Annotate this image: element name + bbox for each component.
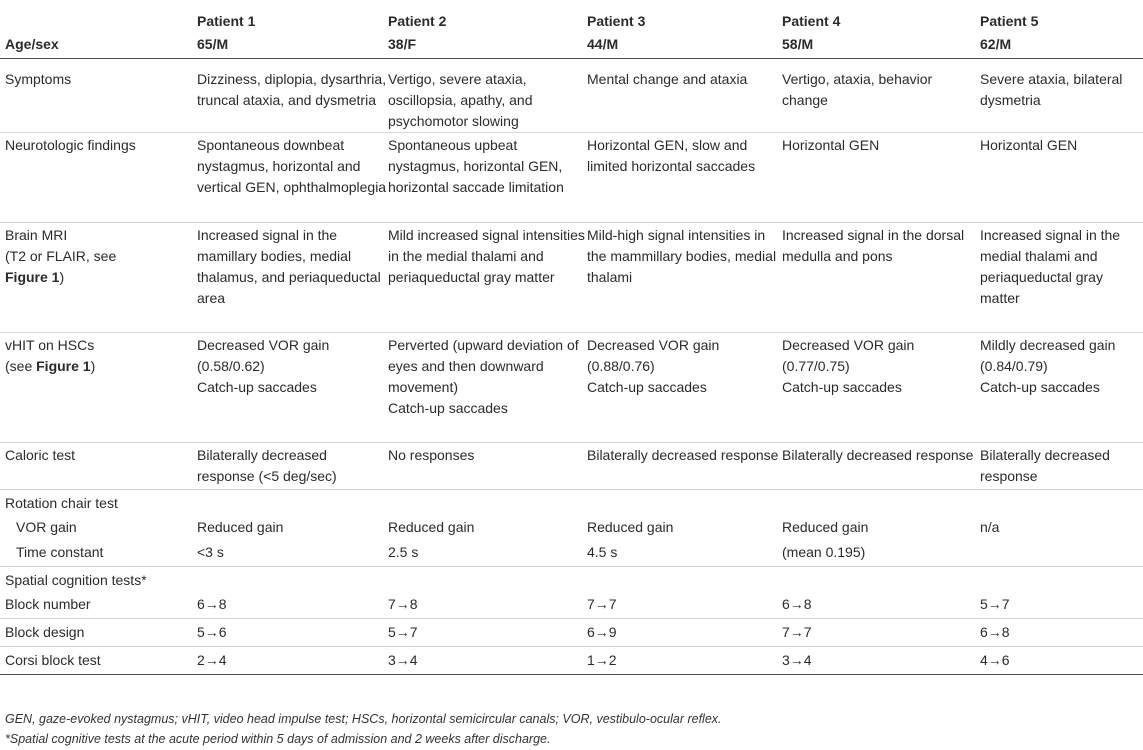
cell: 3→4 [388, 647, 587, 675]
cell: Bilaterally decreased response [980, 443, 1143, 490]
cell: 2→4 [197, 647, 388, 675]
row-vhit [0, 333, 1143, 443]
section-label: Rotation chair test [5, 495, 118, 511]
vhit-label-a: vHIT on HSCs [5, 337, 95, 353]
cell: 6→9 [587, 619, 782, 647]
cell: Decreased VOR gain (0.77/0.75) Catch-up saccades [782, 333, 980, 443]
header-patient-3: Patient 3 [587, 13, 646, 29]
cell: Spontaneous downbeat nystagmus, horizontal and vertical GEN, ophthalmoplegia [197, 133, 388, 223]
cell: Mild increased signal intensities in the medial thalami and periaqueductal gray matter [388, 223, 587, 333]
row-label: Corsi block test [0, 647, 197, 675]
row-block-design [0, 619, 1143, 647]
header-corner [0, 0, 197, 34]
cell: Horizontal GEN [782, 133, 980, 223]
row-brain-mri [0, 223, 1143, 333]
cell: Decreased VOR gain (0.88/0.76) Catch-up saccades [587, 333, 782, 443]
agesex-5: 62/M [980, 34, 1143, 59]
cell: Bilaterally decreased response [782, 443, 980, 490]
row-vor-gain [0, 514, 1143, 539]
row-label: Block design [0, 619, 197, 647]
cell: 5→6 [197, 619, 388, 647]
cell: 4.5 s [587, 539, 782, 567]
cell: Increased signal in the medial thalami and periaqueductal gray matter [980, 223, 1143, 333]
cell: 7→7 [587, 591, 782, 619]
cell: Bilaterally decreased response [587, 443, 782, 490]
agesex-2: 38/F [388, 34, 587, 59]
cell: Reduced gain [388, 519, 475, 535]
cell: 1→2 [587, 647, 782, 675]
cell: 6→8 [980, 619, 1143, 647]
mri-figure-link[interactable]: Figure 1 [5, 269, 60, 285]
cell: Reduced gain [782, 519, 869, 535]
row-label: Symptoms [0, 59, 197, 133]
cell: 7→8 [388, 591, 587, 619]
row-corsi-block [0, 647, 1143, 675]
row-block-number [0, 591, 1143, 619]
header-row-agesex [0, 34, 1143, 59]
section-label: Spatial cognition tests* [5, 572, 147, 588]
header-patient-1: Patient 1 [197, 13, 256, 29]
cell: 4→6 [980, 647, 1143, 675]
cell: Mental change and ataxia [587, 59, 782, 133]
footnote-spatial-tests: *Spatial cognitive tests at the acute period within 5 days of admission and 2 weeks after discharge. [5, 732, 551, 746]
cell: No responses [388, 443, 587, 490]
agesex-4: 58/M [782, 34, 980, 59]
cell: Increased signal in the mamillary bodies, medial thalamus, and periaqueductal area [197, 223, 388, 333]
cell: 6→8 [782, 591, 980, 619]
cell: n/a [980, 519, 1000, 535]
cell: 7→7 [782, 619, 980, 647]
mri-label-a: Brain MRI [5, 227, 68, 243]
cell: 6→8 [197, 591, 388, 619]
row-label [0, 223, 197, 333]
mri-label-b: (T2 or FLAIR, see [5, 248, 117, 264]
cell: Bilaterally decreased response (<5 deg/sec) [197, 443, 388, 490]
row-symptoms [0, 59, 1143, 133]
header-patient-5: Patient 5 [980, 13, 1039, 29]
row-neurotologic [0, 133, 1143, 223]
row-label: Block number [0, 591, 197, 619]
vhit-label-end: ) [90, 358, 96, 374]
cell: Mild-high signal intensities in the mammillary bodies, medial thalami [587, 223, 782, 333]
row-label: Time constant [0, 539, 197, 567]
vhit-figure-link[interactable]: Figure 1 [36, 358, 91, 374]
cell: Mildly decreased gain (0.84/0.79) Catch-up saccades [980, 333, 1143, 443]
row-rotation-chair [0, 490, 1143, 515]
cell: 3→4 [782, 647, 980, 675]
header-agesex-label: Age/sex [0, 34, 197, 59]
cell: Reduced gain [587, 519, 674, 535]
cell: Vertigo, ataxia, behavior change [782, 59, 980, 133]
cell: Horizontal GEN [980, 133, 1143, 223]
cell: Decreased VOR gain (0.58/0.62) Catch-up saccades [197, 333, 388, 443]
cell: Spontaneous upbeat nystagmus, horizontal GEN, horizontal saccade limitation [388, 133, 587, 223]
header-row-patients [0, 0, 1143, 34]
row-caloric [0, 443, 1143, 490]
row-label: Caloric test [0, 443, 197, 490]
header-patient-4: Patient 4 [782, 13, 841, 29]
cell [980, 539, 1143, 567]
cell: Perverted (upward deviation of eyes and then downward movement) Catch-up saccades [388, 333, 587, 443]
cell: Severe ataxia, bilateral dysmetria [980, 59, 1143, 133]
cell: 2.5 s [388, 539, 587, 567]
cell: Horizontal GEN, slow and limited horizontal saccades [587, 133, 782, 223]
vhit-label-b: (see [5, 358, 33, 374]
row-label: VOR gain [16, 519, 77, 535]
row-time-constant [0, 539, 1143, 567]
cell: 5→7 [980, 591, 1143, 619]
cell: (mean 0.195) [782, 539, 980, 567]
cell: Increased signal in the dorsal medulla and pons [782, 223, 980, 333]
cell: 5→7 [388, 619, 587, 647]
header-patient-2: Patient 2 [388, 13, 447, 29]
mri-label-end: ) [59, 269, 65, 285]
agesex-1: 65/M [197, 34, 388, 59]
cell: Dizziness, diplopia, dysarthria, truncal ataxia, and dysmetria [197, 59, 388, 133]
row-label: Neurotologic findings [0, 133, 197, 223]
cell: Vertigo, severe ataxia, oscillopsia, apathy, and psychomotor slowing [388, 59, 587, 133]
row-spatial-cognition [0, 567, 1143, 592]
footnote-abbreviations: GEN, gaze-evoked nystagmus; vHIT, video head impulse test; HSCs, horizontal semicircular canals; VOR, vestibulo-ocular reflex. [5, 712, 722, 726]
cell: <3 s [197, 539, 388, 567]
cell: Reduced gain [197, 519, 284, 535]
agesex-3: 44/M [587, 34, 782, 59]
row-label [0, 333, 197, 443]
